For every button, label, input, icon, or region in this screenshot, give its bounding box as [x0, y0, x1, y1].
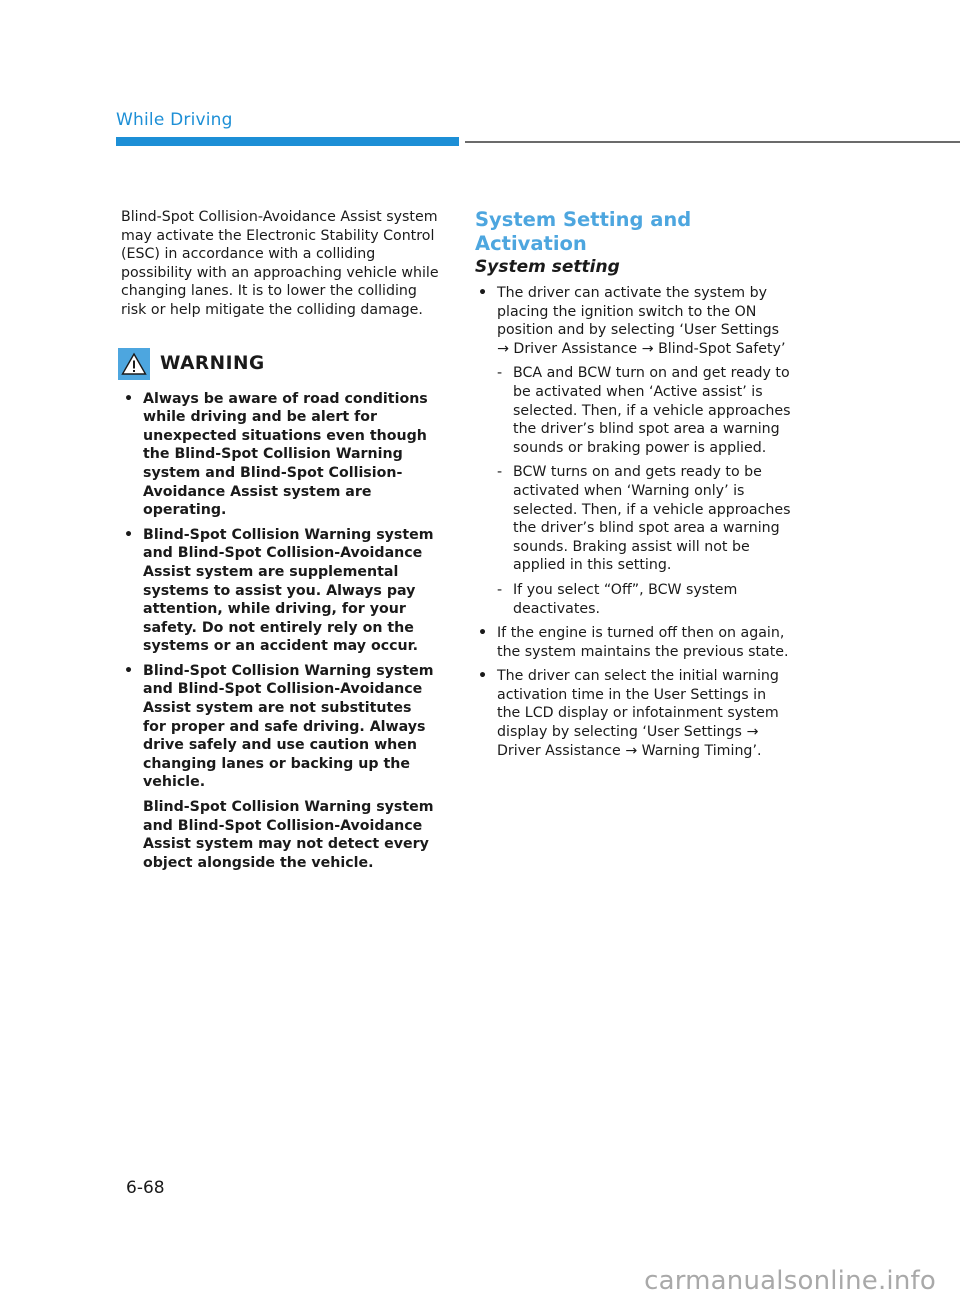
sub-list-item [497, 364, 793, 457]
sub-item-text: BCW turns on and gets ready to be activated when ‘Warning only’ is selected. Then, if a vehicle approaches the driver’s blind spot area a warning sounds. Braking assist will not be applied in this setting. [513, 464, 791, 574]
bullet-item-text: The driver can activate the system by placing the ignition switch to the ON position and by selecting ‘User Settings → Driver Assistance → Blind-Spot Safety’ [497, 285, 786, 357]
bullet-mark: • [478, 668, 488, 685]
bullet-mark: • [478, 285, 488, 301]
bullet-mark: • [124, 390, 134, 407]
warning-header [118, 348, 439, 380]
warning-label: WARNING [160, 353, 265, 375]
bullet-item [475, 284, 793, 618]
sub-list-item [497, 581, 793, 618]
warning-triangle-icon [118, 348, 150, 380]
right-column [475, 208, 793, 766]
settings-bullet-list [475, 284, 793, 760]
dash-mark: - [497, 581, 503, 598]
bullet-item [475, 624, 793, 661]
section-subheading: System setting [475, 257, 620, 277]
warning-item [121, 526, 439, 656]
warning-list [121, 390, 439, 873]
header-rule-gray [465, 141, 960, 143]
warning-extra-text: Blind-Spot Collision Warning system and Blind-Spot Collision-Avoidance Assist system may not detect every object alongside the vehicle. [143, 799, 434, 871]
warning-item-text: Blind-Spot Collision Warning system and Blind-Spot Collision-Avoidance Assist system are not substitutes for proper and safe driving. Always drive safely and use caution when changing lanes or backing up the vehicle. [143, 662, 434, 791]
warning-item [121, 662, 439, 873]
bullet-item [475, 667, 793, 760]
warning-item-text: Blind-Spot Collision Warning system and Blind-Spot Collision-Avoidance Assist system are supplemental systems to assist you. Always pay attention, while driving, for your safety. Do not entirely rely on the systems or an accident may occur. [143, 526, 434, 655]
section-heading: System Setting and Activation [475, 208, 692, 255]
watermark-text[interactable]: carmanualsonline.info [644, 1266, 936, 1296]
sub-list-item [497, 463, 793, 575]
sub-item-text: If you select “Off”, BCW system deactivates. [513, 581, 738, 617]
sub-item-text: BCA and BCW turn on and get ready to be activated when ‘Active assist’ is selected. Then, if a vehicle approaches the driver’s blind spot area a warning sounds or braking power is applied. [513, 365, 791, 456]
dash-mark: - [497, 365, 503, 382]
bullet-item-text: If the engine is turned off then on again, the system maintains the previous state. [497, 625, 789, 660]
intro-paragraph: Blind-Spot Collision-Avoidance Assist system may activate the Electronic Stability Control (ESC) in accordance with a colliding possibility with an approaching vehicle while changing lanes. It is to lower the colliding risk or help mitigate the colliding damage. [121, 209, 439, 318]
header-rule-blue [116, 137, 459, 146]
sub-list [497, 364, 793, 618]
warning-item-text: Always be aware of road conditions while driving and be alert for unexpected situations even though the Blind-Spot Collision Warning system and Blind-Spot Collision-Avoidance Assist system are operating. [143, 390, 428, 519]
page-number: 6-68 [126, 1178, 165, 1198]
bullet-mark: • [124, 526, 134, 543]
warning-item [121, 390, 439, 520]
left-column [121, 208, 439, 878]
section-title: While Driving [116, 110, 233, 130]
bullet-item-text: The driver can select the initial warning activation time in the User Settings in the LCD display or infotainment system display by selecting ‘User Settings → Driver Assistance → Warning Timing’. [497, 668, 779, 759]
bullet-mark: • [124, 662, 134, 679]
bullet-mark: • [478, 625, 488, 642]
dash-mark: - [497, 464, 503, 481]
